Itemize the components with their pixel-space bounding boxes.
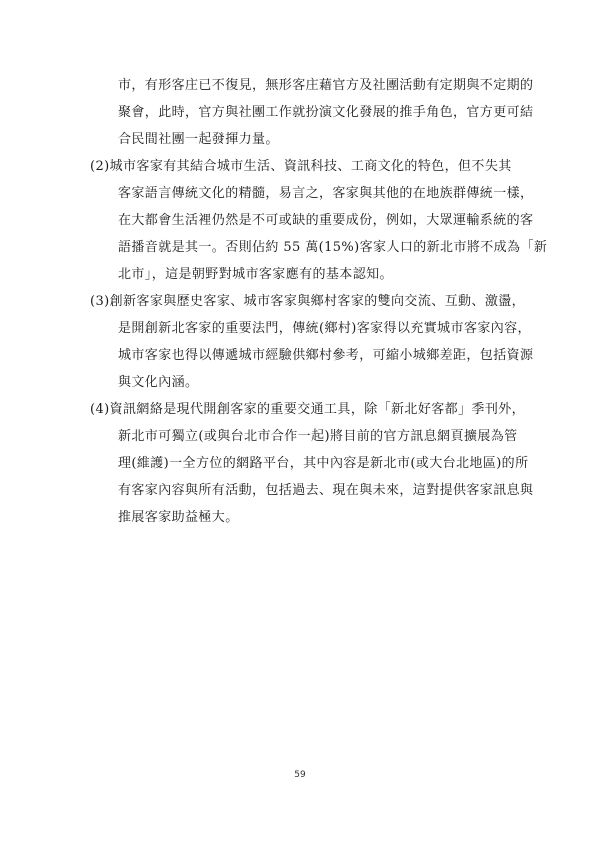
page-number: 59 [294, 770, 306, 780]
item-4-line: 推展客家助益極大。 [118, 510, 239, 525]
intro-line: 聚會，此時，官方與社團工作就扮演文化發展的推手角色，官方更可結 [118, 105, 534, 120]
item-2-line: (2)城市客家有其結合城市生活、資訊科技、工商文化的特色，但不失其 [90, 159, 512, 174]
item-4-line: 理(維護)一全方位的網路平台，其中內容是新北市(或大台北地區)的所 [118, 456, 529, 471]
item-3-line: (3)創新客家與歷史客家、城市客家與鄉村客家的雙向交流、互動、激盪， [90, 294, 526, 309]
item-4-line: (4)資訊網絡是現代開創客家的重要交通工具，除「新北好客都」季刊外， [90, 402, 526, 417]
item-2-line: 語播音就是其一。否則佔約 55 萬(15%)客家人口的新北市將不成為「新 [118, 240, 548, 255]
item-3-line: 城市客家也得以傳遞城市經驗供鄉村參考，可縮小城鄉差距，包括資源 [118, 348, 534, 363]
item-2-line: 客家語言傳統文化的精髓，易言之，客家與其他的在地族群傳統一樣， [118, 186, 534, 201]
item-2-line: 在大都會生活裡仍然是不可或缺的重要成份，例如，大眾運輸系統的客 [118, 213, 534, 228]
item-3-line: 是開創新北客家的重要法門，傳統(鄉村)客家得以充實城市客家內容， [118, 321, 531, 336]
item-4-line: 新北市可獨立(或與台北市合作一起)將目前的官方訊息網頁擴展為管 [118, 429, 518, 444]
item-3-line: 與文化內涵。 [118, 375, 199, 390]
intro-line: 合民間社團一起發揮力量。 [118, 132, 279, 147]
item-4-line: 有客家內容與所有活動，包括過去、現在與未來，這對提供客家訊息與 [118, 483, 534, 498]
item-2-line: 北市」，這是朝野對城市客家應有的基本認知。 [118, 267, 393, 282]
intro-line: 市，有形客庄已不復見，無形客庄藉官方及社團活動有定期與不定期的 [118, 78, 534, 93]
